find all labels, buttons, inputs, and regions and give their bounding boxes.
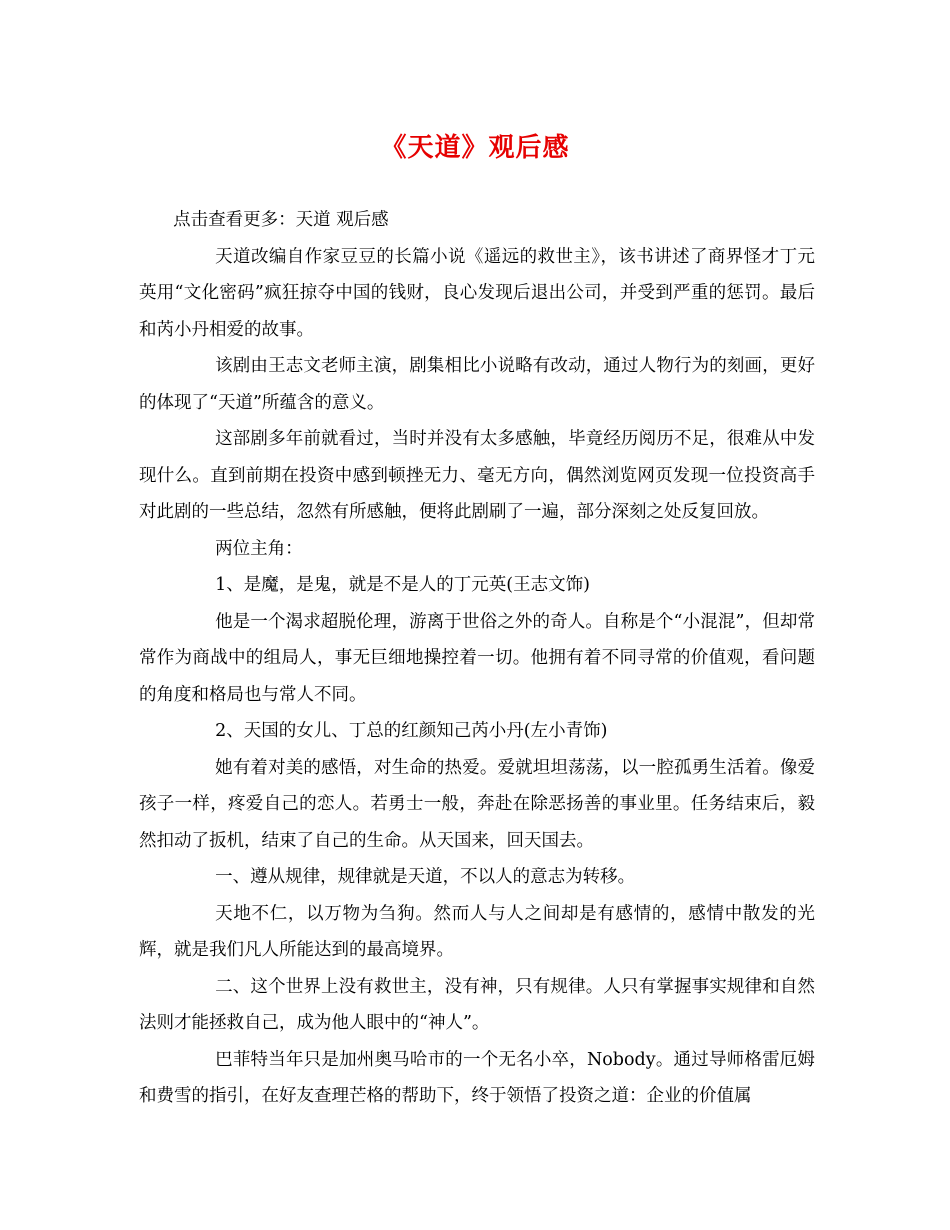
section-heading: 二、这个世界上没有救世主，没有神，只有规律。人只有掌握事实规律和自然法则才能拯救自己，成为他人眼中的“神人”。 — [139, 976, 815, 1033]
paragraph: 1、是魔，是鬼，就是不是人的丁元英(王志文饰) — [215, 575, 590, 595]
paragraph: 该剧由王志文老师主演，剧集相比小说略有改动，通过人物行为的刻画，更好的体现了“天道”所蕴含的意义。 — [139, 356, 815, 413]
document-title: 《天道》观后感 — [380, 133, 570, 163]
paragraph: 2、天国的女儿、丁总的红颜知己芮小丹(左小青饰) — [215, 721, 608, 741]
paragraph: 他是一个渴求超脱伦理，游离于世俗之外的奇人。自称是个“小混混”，但却常常作为商战中的组局人，事无巨细地操控着一切。他拥有着不同寻常的价值观，看问题的角度和格局也与常人不同。 — [139, 611, 815, 705]
document-body — [139, 202, 815, 1115]
paragraph: 两位主角： — [215, 538, 303, 559]
paragraph: 天地不仁，以万物为刍狗。然而人与人之间却是有感情的，感情中散发的光辉，就是我们凡人所能达到的最高境界。 — [139, 903, 815, 960]
paragraph: 这部剧多年前就看过，当时并没有太多感触，毕竟经历阅历不足，很难从中发现什么。直到前期在投资中感到顿挫无力、毫无方向，偶然浏览网页发现一位投资高手对此剧的一些总结，忽然有所感触，便将此剧刷了一遍，部分深刻之处反复回放。 — [139, 429, 815, 522]
paragraph: 巴菲特当年只是加州奥马哈市的一个无名小卒，Nobody。通过导师格雷厄姆和费雪的指引，在好友查理芒格的帮助下，终于领悟了投资之道：企业的价值属 — [139, 1049, 815, 1106]
section-heading: 一、遵从规律，规律就是天道，不以人的意志为转移。 — [215, 867, 636, 887]
paragraph: 天道改编自作家豆豆的长篇小说《遥远的救世主》，该书讲述了商界怪才丁元英用“文化密码”疯狂掠夺中国的钱财，良心发现后退出公司，并受到严重的惩罚。最后和芮小丹相爱的故事。 — [139, 246, 815, 340]
more-link-line: 点击查看更多：天道 观后感 — [173, 210, 389, 230]
paragraph: 她有着对美的感悟，对生命的热爱。爱就坦坦荡荡，以一腔孤勇生活着。像爱孩子一样，疼爱自己的恋人。若勇士一般，奔赴在除恶扬善的事业里。任务结束后，毅然扣动了扳机，结束了自己的生命。从天国来，回天国去。 — [139, 757, 815, 851]
